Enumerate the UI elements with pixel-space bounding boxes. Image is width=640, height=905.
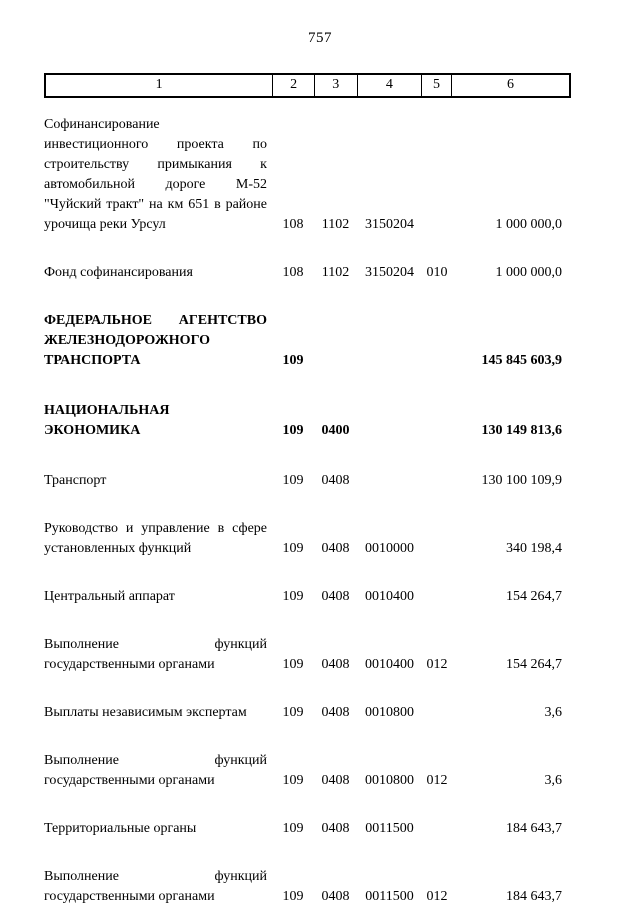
row-title: Территориальные органы: [44, 821, 197, 836]
amount-value: 1 000 000,0: [495, 265, 562, 280]
expense-type-code: 010: [426, 265, 448, 280]
section-code: 1102: [321, 265, 350, 280]
target-item-code: 0011500: [365, 889, 414, 904]
expense-type-code: 012: [426, 773, 448, 788]
section-code: 1102: [321, 217, 350, 232]
chapter-code: 109: [282, 821, 304, 836]
chapter-code: 109: [282, 473, 304, 488]
section-code: 0408: [321, 541, 350, 556]
row-title: ФЕДЕРАЛЬНОЕ АГЕНТСТВО ЖЕЛЕЗНОДОРОЖНОГО ТРАНСПОРТА: [44, 313, 267, 368]
row-title: Транспорт: [44, 473, 107, 488]
target-item-code: 0010400: [365, 657, 414, 672]
amount-value: 154 264,7: [506, 657, 562, 672]
target-item-code: 0010000: [365, 541, 414, 556]
section-code: 0400: [321, 423, 350, 438]
amount-value: 3,6: [544, 773, 562, 788]
chapter-code: 109: [282, 589, 304, 604]
expense-type-code: 012: [426, 657, 448, 672]
table-row: [44, 115, 571, 235]
header-col-4: 4: [357, 75, 422, 96]
chapter-code: 109: [282, 657, 304, 672]
table-row: [44, 263, 571, 283]
target-item-code: 3150204: [365, 217, 414, 232]
amount-value: 184 643,7: [506, 889, 562, 904]
table-body: [44, 115, 571, 905]
budget-table: [44, 73, 571, 905]
table-row: [44, 703, 571, 723]
chapter-code: 109: [282, 889, 304, 904]
row-title: Выполнение функций государственными органами: [44, 753, 267, 788]
header-col-3: 3: [314, 75, 357, 96]
amount-value: 145 845 603,9: [481, 353, 562, 368]
table-row-agency-heading: [44, 311, 571, 371]
section-code: 0408: [321, 589, 350, 604]
header-col-1: 1: [155, 77, 163, 92]
amount-value: 1 000 000,0: [495, 217, 562, 232]
amount-value: 3,6: [544, 705, 562, 720]
table-header: [44, 73, 571, 98]
target-item-code: 0010800: [365, 705, 414, 720]
target-item-code: 0010400: [365, 589, 414, 604]
amount-value: 184 643,7: [506, 821, 562, 836]
table-row: [44, 635, 571, 675]
row-title: Руководство и управление в сфере установленных функций: [44, 521, 267, 556]
row-title: НАЦИОНАЛЬНАЯ ЭКОНОМИКА: [44, 403, 170, 438]
chapter-code: 108: [282, 217, 304, 232]
chapter-code: 109: [282, 423, 304, 438]
row-title: Выполнение функций государственными органами: [44, 869, 267, 904]
chapter-code: 109: [282, 541, 304, 556]
amount-value: 130 100 109,9: [481, 473, 562, 488]
header-col-6: 6: [451, 75, 569, 96]
chapter-code: 108: [282, 265, 304, 280]
amount-value: 340 198,4: [506, 541, 562, 556]
section-code: 0408: [321, 821, 350, 836]
row-title: Выполнение функций государственными органами: [44, 637, 267, 672]
header-col-5: 5: [421, 75, 451, 96]
section-code: 0408: [321, 773, 350, 788]
amount-value: 130 149 813,6: [481, 423, 562, 438]
header-col-2: 2: [272, 75, 314, 96]
section-code: 0408: [321, 657, 350, 672]
chapter-code: 109: [282, 705, 304, 720]
section-code: 0408: [321, 473, 350, 488]
table-row-section-heading: [44, 401, 571, 441]
page-number: 757: [308, 30, 332, 46]
table-row: [44, 519, 571, 559]
table-row: [44, 587, 571, 607]
chapter-code: 109: [282, 353, 304, 368]
table-row: [44, 867, 571, 905]
chapter-code: 109: [282, 773, 304, 788]
row-title: Центральный аппарат: [44, 589, 175, 604]
row-title: Софинансирование инвестиционного проекта по строительству примыкания к автомобильной дороге М-52 "Чуйский тракт" на км 651 в районе урочища реки Урсул: [44, 117, 267, 232]
table-row: [44, 751, 571, 791]
amount-value: 154 264,7: [506, 589, 562, 604]
table-row: [44, 819, 571, 839]
target-item-code: 0010800: [365, 773, 414, 788]
row-title: Фонд софинансирования: [44, 265, 193, 280]
target-item-code: 3150204: [365, 265, 414, 280]
table-row: [44, 471, 571, 491]
section-code: 0408: [321, 705, 350, 720]
section-code: 0408: [321, 889, 350, 904]
target-item-code: 0011500: [365, 821, 414, 836]
row-title: Выплаты независимым экспертам: [44, 705, 247, 720]
expense-type-code: 012: [426, 889, 448, 904]
